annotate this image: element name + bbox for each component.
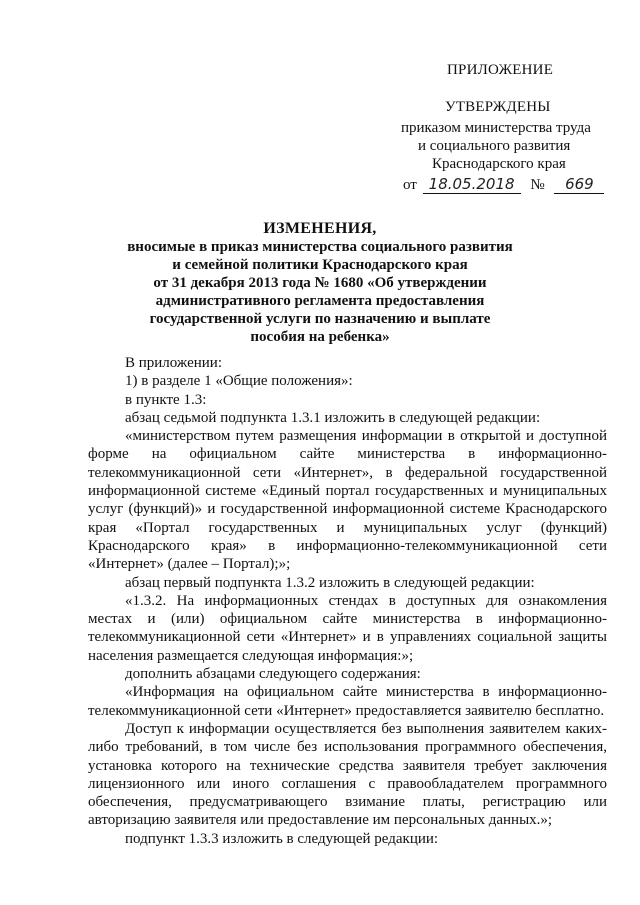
body-paragraph: подпункт 1.3.3 изложить в следующей редакции: xyxy=(125,830,439,847)
body-paragraph: абзац седьмой подпункта 1.3.1 изложить в следующей редакции: xyxy=(125,409,541,426)
handwritten-date: 18.05.2018 xyxy=(423,175,521,194)
date-prefix: от xyxy=(403,177,417,193)
body-paragraph: в пункте 1.3: xyxy=(125,391,207,408)
approval-line-2: и социального развития xyxy=(418,138,571,154)
body-paragraph: 1) в разделе 1 «Общие положения»: xyxy=(125,373,353,390)
appendix-label: ПРИЛОЖЕНИЕ xyxy=(447,62,554,78)
body-paragraph: «Информация на официальном сайте министерства в информационно-телекоммуникационной сети «Интернет» предоставляется заявителю бесплатно. xyxy=(88,684,607,719)
approval-line-1: приказом министерства труда xyxy=(401,120,591,136)
body-paragraph: В приложении: xyxy=(125,355,222,371)
title-line: административного регламента предоставления xyxy=(155,293,485,309)
body-paragraph: «министерством путем размещения информации в открытой и доступной форме на официальном сайте министерства в информационно-телекоммуникационной сети «Интернет», в федеральной государственной информационной системе «Единый портал государственных и муниципальных услуг (функций)» и государственной информационной системе Краснодарского края «Портал государственных и муниципальных услуг (функций) Краснодарского края» в информационно-телекоммуникационной сети «Интернет» (далее – Портал);»; xyxy=(88,428,607,573)
document-title xyxy=(100,220,540,346)
title-line: от 31 декабря 2013 года № 1680 «Об утверждении xyxy=(153,275,487,291)
order-date-line xyxy=(403,175,604,194)
document-body xyxy=(88,354,607,848)
number-sign: № xyxy=(530,177,545,193)
handwritten-order-number: 669 xyxy=(554,175,604,194)
title-line: и семейной политики Краснодарского края xyxy=(172,257,468,273)
title-heading: ИЗМЕНЕНИЯ, xyxy=(263,220,377,237)
approval-line-3: Краснодарского края xyxy=(432,156,566,172)
body-paragraph: «1.3.2. На информационных стендах в доступных для ознакомления местах и (или) официальном сайте министерства в информационно-телекоммуникационной сети «Интернет» и в управлениях социальной защиты населения размещается следующая информация:»; xyxy=(88,592,607,664)
title-line: вносимые в приказ министерства социального развития xyxy=(127,239,513,255)
body-paragraph: абзац первый подпункта 1.3.2 изложить в следующей редакции: xyxy=(125,574,535,591)
title-line: государственной услуги по назначению и выплате xyxy=(149,311,491,327)
title-line: пособия на ребенка» xyxy=(250,329,390,345)
body-paragraph: Доступ к информации осуществляется без выполнения заявителем каких-либо требований, в том числе без использования программного обеспечения, установка которого на технические средства заявителя требует заключения лицензионного или иного соглашения с правообладателем программного обеспечения, предусматривающего взимание платы, регистрацию или авторизацию заявителя или предоставление им персональных данных.»; xyxy=(88,720,607,829)
body-paragraph: дополнить абзацами следующего содержания: xyxy=(125,666,421,683)
approved-label: УТВЕРЖДЕНЫ xyxy=(445,99,551,115)
